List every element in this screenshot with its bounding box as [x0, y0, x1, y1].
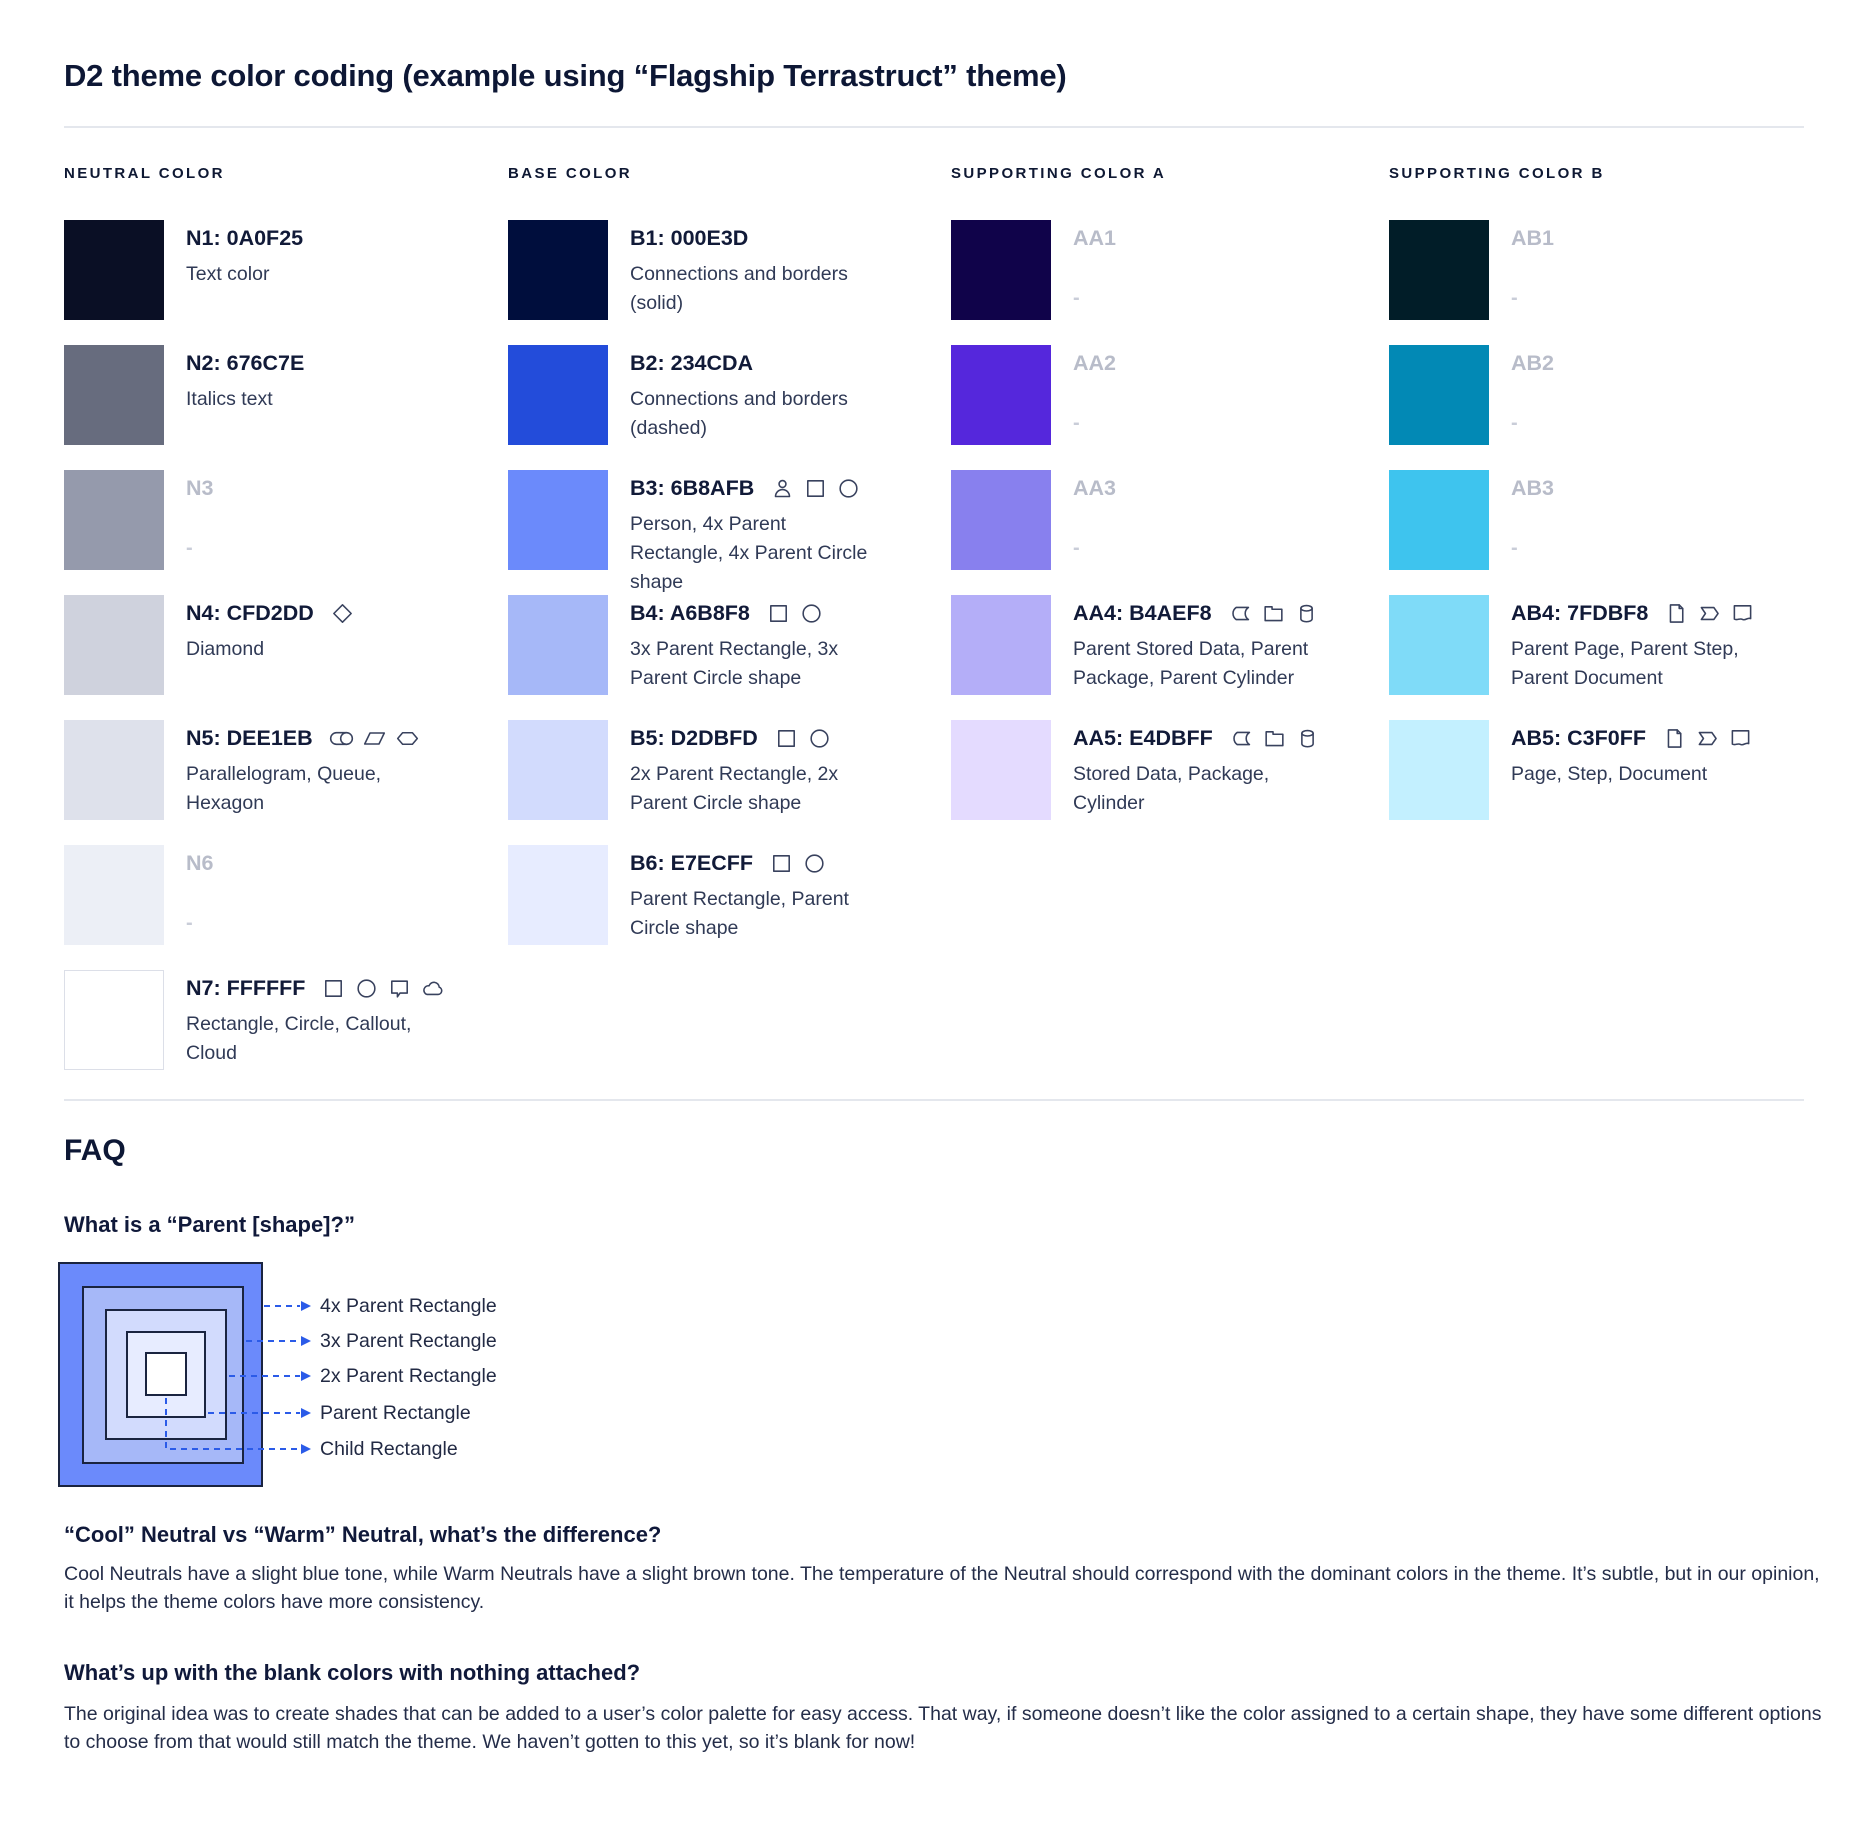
diamond-icon	[330, 601, 355, 626]
faq-question-cool-vs-warm: “Cool” Neutral vs “Warm” Neutral, what’s the difference?	[64, 1522, 662, 1547]
color-description: Parent Page, Parent Step, Parent Document	[1511, 638, 1739, 689]
parallelogram-icon	[362, 726, 387, 751]
rectangle-icon	[803, 476, 828, 501]
document-icon	[1730, 601, 1755, 626]
color-swatch	[64, 220, 164, 320]
rectangle-icon	[774, 726, 799, 751]
entry-text	[1511, 351, 1791, 438]
palette-column-supporting-color-b	[1389, 165, 1829, 845]
color-swatch	[508, 220, 608, 320]
color-description: Connections and borders (dashed)	[630, 388, 848, 439]
color-label: B4: A6B8F8	[630, 601, 750, 625]
palette-entry	[1389, 720, 1829, 845]
color-swatch	[508, 595, 608, 695]
color-swatch	[64, 845, 164, 945]
color-swatch	[1389, 470, 1489, 570]
color-swatch	[64, 470, 164, 570]
palette-entry	[951, 345, 1391, 470]
shape-icons	[330, 601, 355, 626]
queue-icon	[329, 726, 354, 751]
shape-icons	[1662, 726, 1753, 751]
stored-data-icon	[1229, 726, 1254, 751]
entry-text	[630, 726, 910, 818]
color-description: -	[1073, 412, 1080, 434]
circle-icon	[836, 476, 861, 501]
color-swatch	[64, 345, 164, 445]
shape-icons	[1664, 601, 1755, 626]
faq-answer-cool-vs-warm: Cool Neutrals have a slight blue tone, while Warm Neutrals have a slight brown tone. The temperature of the Neutral should correspond with the dominant colors in the theme. It’s subtle, but in our opinion, it helps the theme colors have more consistency.	[64, 1563, 1820, 1613]
palette-entry	[1389, 595, 1829, 720]
entry-text	[630, 601, 910, 693]
column-header: BASE COLOR	[508, 165, 633, 182]
color-label: N2: 676C7E	[186, 351, 305, 375]
color-description: Parent Rectangle, Parent Circle shape	[630, 888, 849, 939]
faq-heading: FAQ	[64, 1134, 126, 1167]
color-description: -	[186, 537, 193, 559]
column-header: NEUTRAL COLOR	[64, 165, 225, 182]
color-swatch	[508, 345, 608, 445]
color-description: 2x Parent Rectangle, 2x Parent Circle shape	[630, 763, 839, 814]
diagram-label: 2x Parent Rectangle	[320, 1365, 497, 1387]
color-description: Person, 4x Parent Rectangle, 4x Parent Circle shape	[630, 513, 868, 593]
diagram-label: Child Rectangle	[320, 1438, 458, 1460]
color-swatch	[951, 595, 1051, 695]
color-swatch	[951, 470, 1051, 570]
shape-icons	[774, 726, 832, 751]
palette-entry	[64, 595, 504, 720]
palette-entry	[508, 345, 948, 470]
palette-entry	[64, 220, 504, 345]
entry-text	[1073, 226, 1353, 313]
rectangle-icon	[321, 976, 346, 1001]
color-label: AB3	[1511, 476, 1555, 500]
color-swatch	[508, 470, 608, 570]
color-description: Page, Step, Document	[1511, 763, 1708, 785]
entry-text	[186, 226, 466, 289]
palette-column-supporting-color-a	[951, 165, 1391, 845]
callout-icon	[387, 976, 412, 1001]
palette-entry	[1389, 470, 1829, 595]
cylinder-icon	[1295, 726, 1320, 751]
faq-question-blank-colors: What’s up with the blank colors with nothing attached?	[64, 1660, 641, 1685]
palette-entry	[508, 720, 948, 845]
entry-text	[186, 851, 466, 938]
entry-text	[1073, 601, 1353, 693]
shape-icons	[1229, 726, 1320, 751]
entry-text	[630, 226, 910, 318]
palette-entry	[508, 845, 948, 970]
color-swatch	[1389, 220, 1489, 320]
color-swatch	[951, 220, 1051, 320]
color-swatch	[508, 845, 608, 945]
entry-text	[1073, 726, 1353, 818]
hexagon-icon	[395, 726, 420, 751]
entry-text	[630, 351, 910, 443]
palette-entry	[508, 595, 948, 720]
stored-data-icon	[1228, 601, 1253, 626]
color-label: N4: CFD2DD	[186, 601, 314, 625]
color-label: B5: D2DBFD	[630, 726, 758, 750]
entry-text	[1511, 601, 1791, 693]
color-swatch	[1389, 720, 1489, 820]
color-label: N5: DEE1EB	[186, 726, 313, 750]
page-icon	[1664, 601, 1689, 626]
palette-entry	[1389, 345, 1829, 470]
palette-entry	[951, 720, 1391, 845]
palette-entry	[64, 345, 504, 470]
entry-text	[186, 601, 466, 664]
page-icon	[1662, 726, 1687, 751]
color-swatch	[508, 720, 608, 820]
rectangle-icon	[769, 851, 794, 876]
entry-text	[186, 726, 466, 818]
color-swatch	[1389, 345, 1489, 445]
color-description: Connections and borders (solid)	[630, 263, 848, 314]
circle-icon	[802, 851, 827, 876]
circle-icon	[807, 726, 832, 751]
entry-text	[186, 476, 466, 563]
faq-question-parent-shape: What is a “Parent [shape]?”	[64, 1212, 355, 1237]
faq-answer-blank-colors: The original idea was to create shades that can be added to a user’s color palette for easy access. That way, if someone doesn’t like the color assigned to a certain shape, they have some different options to choose from that would still match the theme. We haven’t gotten to this yet, so it’s blank for now!	[64, 1703, 1822, 1753]
diagram-label: 3x Parent Rectangle	[320, 1330, 497, 1352]
color-swatch	[64, 970, 164, 1070]
color-label: N7: FFFFFF	[186, 976, 306, 1000]
color-description: Italics text	[186, 388, 273, 410]
palette-entry	[951, 595, 1391, 720]
color-swatch	[951, 345, 1051, 445]
color-label: B1: 000E3D	[630, 226, 749, 250]
cylinder-icon	[1294, 601, 1319, 626]
color-label: N6	[186, 851, 214, 875]
color-swatch	[64, 595, 164, 695]
color-label: B2: 234CDA	[630, 351, 754, 375]
entry-text	[1511, 726, 1791, 789]
color-description: -	[1073, 287, 1080, 309]
color-label: AA2	[1073, 351, 1117, 375]
faq-diagram	[58, 1262, 538, 1492]
color-label: AB1	[1511, 226, 1555, 250]
rectangle-icon	[766, 601, 791, 626]
color-description: Parent Stored Data, Parent Package, Parent Cylinder	[1073, 638, 1309, 689]
color-description: -	[1511, 287, 1518, 309]
color-description: -	[1073, 537, 1080, 559]
column-header: SUPPORTING COLOR B	[1389, 165, 1605, 182]
color-label: B3: 6B8AFB	[630, 476, 755, 500]
palette-column-neutral-color	[64, 165, 504, 1095]
diagram-label: Parent Rectangle	[320, 1402, 471, 1424]
entry-text	[1511, 226, 1791, 313]
divider	[64, 1099, 1804, 1101]
entry-text	[1073, 476, 1353, 563]
shape-icons	[321, 976, 445, 1001]
entry-text	[630, 851, 910, 943]
cloud-icon	[420, 976, 445, 1001]
color-label: N3	[186, 476, 214, 500]
entry-text	[186, 351, 466, 414]
color-label: AA5: E4DBFF	[1073, 726, 1213, 750]
palette-entry	[64, 845, 504, 970]
palette-entry	[64, 970, 504, 1095]
column-header: SUPPORTING COLOR A	[951, 165, 1167, 182]
palette-entry	[951, 220, 1391, 345]
shape-icons	[329, 726, 420, 751]
entry-text	[186, 976, 466, 1068]
color-description: Stored Data, Package, Cylinder	[1073, 763, 1270, 814]
palette-entry	[951, 470, 1391, 595]
palette-column-base-color	[508, 165, 948, 970]
color-description: Text color	[186, 263, 270, 285]
step-icon	[1695, 726, 1720, 751]
color-label: B6: E7ECFF	[630, 851, 754, 875]
page-title: D2 theme color coding (example using “Flagship Terrastruct” theme)	[64, 58, 1067, 93]
color-label: AB4: 7FDBF8	[1511, 601, 1649, 625]
palette-entry	[64, 470, 504, 595]
circle-icon	[799, 601, 824, 626]
color-label: N1: 0A0F25	[186, 226, 304, 250]
package-icon	[1262, 726, 1287, 751]
shape-icons	[770, 476, 861, 501]
entry-text	[1511, 476, 1791, 563]
entry-text	[630, 476, 910, 597]
color-swatch	[951, 720, 1051, 820]
color-label: AB5: C3F0FF	[1511, 726, 1646, 750]
palette-entry	[508, 470, 948, 595]
color-label: AA3	[1073, 476, 1117, 500]
color-description: -	[1511, 537, 1518, 559]
color-swatch	[1389, 595, 1489, 695]
shape-icons	[766, 601, 824, 626]
palette-entry	[1389, 220, 1829, 345]
step-icon	[1697, 601, 1722, 626]
circle-icon	[354, 976, 379, 1001]
color-label: AB2	[1511, 351, 1555, 375]
color-label: AA1	[1073, 226, 1117, 250]
package-icon	[1261, 601, 1286, 626]
palette-entry	[64, 720, 504, 845]
color-description: 3x Parent Rectangle, 3x Parent Circle shape	[630, 638, 839, 689]
shape-icons	[769, 851, 827, 876]
palette-entry	[508, 220, 948, 345]
diagram-label: 4x Parent Rectangle	[320, 1295, 497, 1317]
entry-text	[1073, 351, 1353, 438]
color-description: Diamond	[186, 638, 265, 660]
color-description: -	[186, 912, 193, 934]
color-label: AA4: B4AEF8	[1073, 601, 1212, 625]
person-icon	[770, 476, 795, 501]
color-swatch	[64, 720, 164, 820]
color-description: Rectangle, Circle, Callout, Cloud	[186, 1013, 412, 1064]
shape-icons	[1228, 601, 1319, 626]
color-description: Parallelogram, Queue, Hexagon	[186, 763, 382, 814]
document-icon	[1728, 726, 1753, 751]
color-description: -	[1511, 412, 1518, 434]
